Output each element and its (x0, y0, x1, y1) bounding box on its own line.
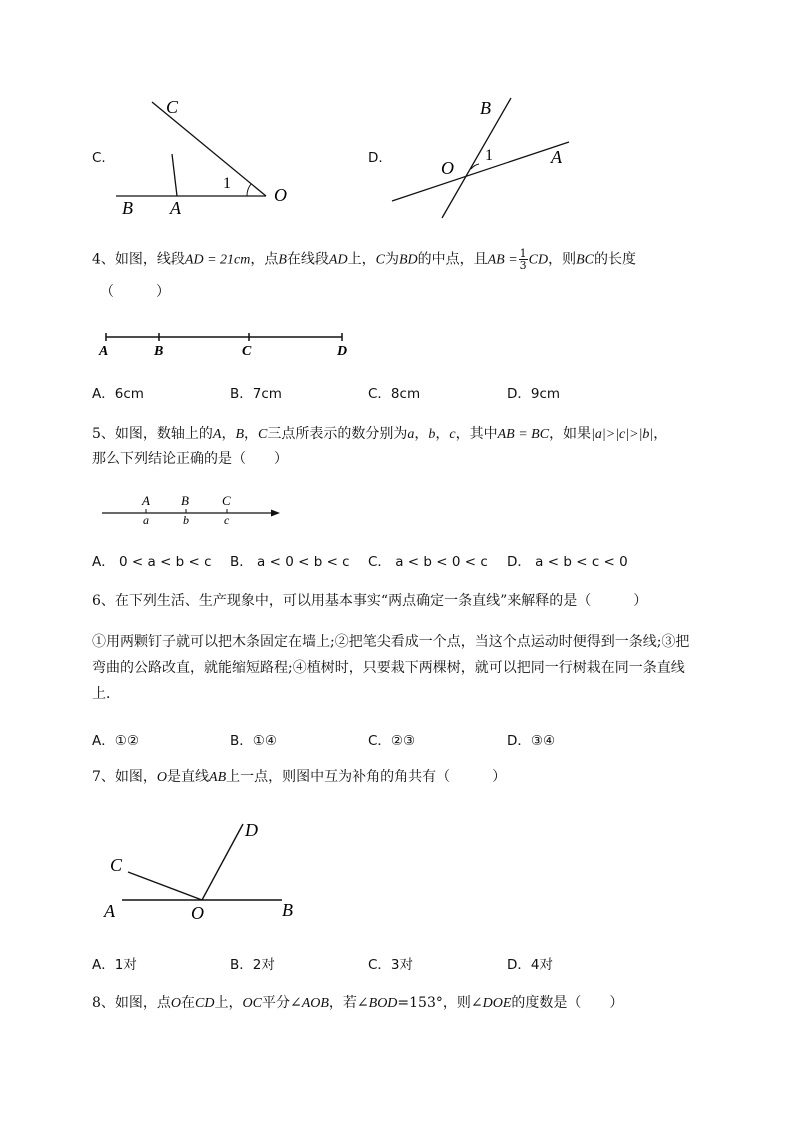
q8-text: 平分∠ (261, 995, 302, 1011)
q6-option-b[interactable]: B．①④ (230, 733, 277, 749)
label-a: A (551, 147, 562, 167)
label-o: O (441, 158, 454, 178)
q5-math-abs: |a|>|c|>|b| (591, 427, 654, 442)
q4-option-d[interactable]: D．9cm (507, 386, 561, 402)
q6-stem: 6、在下列生活、生产现象中，可以用基本事实“两点确定一条直线”来解释的是（ ） (92, 593, 648, 609)
q4-text: 的长度 (594, 251, 637, 268)
label-a: A (104, 901, 115, 921)
q5-text: 三点所表示的数分别为 (267, 426, 408, 442)
q7-text: 上一点，则图中互为补角的角共有（ ） (226, 769, 507, 785)
q4-math-bd: BD (398, 252, 418, 268)
q8-math-bod: BOD (368, 996, 398, 1011)
label-lower-c: c (224, 513, 230, 526)
q5-math: b (428, 427, 436, 442)
q6-option-a[interactable]: A．①② (92, 733, 139, 749)
label-b: B (122, 198, 133, 218)
q5-stem-line2: 那么下列结论正确的是（ ） (92, 451, 288, 467)
q4-option-a[interactable]: A．6cm (92, 386, 144, 402)
q7-math-ab: AB (209, 770, 227, 785)
q3-option-d-label[interactable]: D. (368, 150, 383, 166)
q3-figure-c (110, 90, 310, 220)
q7-text: 是直线 (167, 769, 210, 785)
ray-od (202, 824, 243, 900)
q7-math-o: O (156, 770, 168, 785)
q5-math-eq: AB = BC (497, 427, 550, 442)
q8-text: 在 (181, 995, 196, 1011)
q6-statement-line3: 上． (92, 686, 120, 702)
q7-option-a[interactable]: A．1对 (92, 957, 137, 973)
q5-text: ， (653, 426, 668, 442)
label-lower-b: b (183, 513, 189, 526)
q5-text: ， (414, 426, 429, 442)
ray-oc (128, 872, 202, 900)
q4-math-ad: AD (328, 252, 348, 268)
label-a: A (99, 344, 109, 359)
q8-math-doe: DOE (482, 996, 512, 1011)
q8-math-o: O (170, 996, 182, 1011)
q5-math: A (212, 427, 222, 442)
q8-text: 的度数是（ ） (511, 995, 624, 1011)
label-upper-b: B (181, 493, 189, 508)
q4-math-c: C (375, 252, 385, 268)
q5-option-c[interactable]: C． a < b < 0 < c (368, 554, 488, 570)
q4-math-ad: AD = 21cm (184, 252, 251, 268)
label-b: B (154, 344, 164, 359)
q6-statement-line1: ①用两颗钉子就可以把木条固定在墙上;②把笔尖看成一个点，当这个点运动时便得到一条线;③把 (92, 634, 690, 650)
label-upper-a: A (142, 493, 150, 508)
q3-figure-d (385, 90, 585, 220)
label-c: C (110, 855, 123, 875)
q4-math-bc: BC (576, 252, 595, 268)
axis-arrow-icon (271, 510, 280, 517)
q5-option-b[interactable]: B． a < 0 < b < c (230, 554, 350, 570)
fraction-denominator: 3 (519, 259, 527, 272)
label-b: B (282, 900, 293, 920)
q4-math-cd: CD (528, 252, 549, 268)
q8-text: =153°，则∠ (397, 995, 483, 1011)
q4-text: ，则 (548, 251, 577, 268)
q4-text: 4、如图，线段 (92, 251, 185, 268)
q7-figure (98, 812, 318, 927)
angle-arc (247, 184, 251, 196)
q6-option-c[interactable]: C．②③ (368, 733, 416, 749)
q5-math: C (258, 427, 268, 442)
q8-stem (92, 993, 623, 1014)
q5-text: ， (221, 426, 236, 442)
q4-segment-figure (98, 325, 358, 361)
label-c: C (166, 97, 179, 117)
q5-text: ， (435, 426, 450, 442)
q4-text: 的中点，且 (417, 251, 488, 268)
q6-option-d[interactable]: D．③④ (507, 733, 556, 749)
q4-math-b: B (278, 252, 287, 268)
label-c: C (242, 344, 252, 359)
q8-math-oc: OC (242, 996, 262, 1011)
q3-option-c-label[interactable]: C. (92, 150, 106, 166)
label-upper-c: C (222, 493, 231, 508)
q7-text: 7、如图， (92, 769, 157, 785)
label-a: A (170, 198, 181, 218)
q4-fraction (519, 248, 528, 271)
q5-text: 5、如图，数轴上的 (92, 426, 213, 442)
q4-option-b[interactable]: B．7cm (230, 386, 282, 402)
label-d: D (245, 820, 258, 840)
q5-math: a (407, 427, 415, 442)
q7-option-d[interactable]: D．4对 (507, 957, 553, 973)
fraction-numerator: 1 (519, 247, 527, 260)
q5-text: ， (244, 426, 259, 442)
q8-text: ，若∠ (328, 995, 369, 1011)
label-b: B (480, 98, 491, 118)
q4-text: 为 (384, 251, 399, 268)
label-o: O (191, 903, 204, 923)
q4-math-ab: AB = (487, 252, 518, 268)
q5-text: ，其中 (455, 426, 498, 442)
q4-answer-paren: （ ） (100, 284, 170, 300)
q5-text: ，如果 (549, 426, 592, 442)
q4-text: 上， (347, 251, 376, 268)
q4-stem (92, 248, 636, 271)
label-d: D (337, 344, 348, 359)
label-lower-a: a (143, 513, 149, 526)
q8-math-cd: CD (195, 996, 215, 1011)
q5-option-d[interactable]: D． a < b < c < 0 (507, 554, 628, 570)
segment-a (172, 154, 177, 196)
q5-math: c (449, 427, 456, 442)
q8-math-aob: AOB (301, 996, 329, 1011)
q5-math: B (235, 427, 245, 442)
q7-option-b[interactable]: B．2对 (230, 957, 275, 973)
label-angle-1: 1 (223, 175, 231, 192)
q8-text: 8、如图，点 (92, 995, 171, 1011)
q7-stem (92, 767, 506, 788)
q5-option-a[interactable]: A． 0 < a < b < c (92, 554, 212, 570)
label-angle-1: 1 (485, 147, 493, 164)
q8-text: 上， (214, 995, 243, 1011)
q4-text: ，点 (250, 251, 279, 268)
q4-option-c[interactable]: C．8cm (368, 386, 421, 402)
q5-stem-line1 (92, 424, 667, 445)
label-o: O (274, 185, 287, 205)
q4-text: 在线段 (286, 251, 329, 268)
q7-option-c[interactable]: C．3对 (368, 957, 414, 973)
q6-statement-line2: 弯曲的公路改直，就能缩短路程;④植树时，只要栽下两棵树，就可以把同一行树栽在同一条直线 (92, 660, 685, 676)
q5-number-line (98, 490, 288, 526)
